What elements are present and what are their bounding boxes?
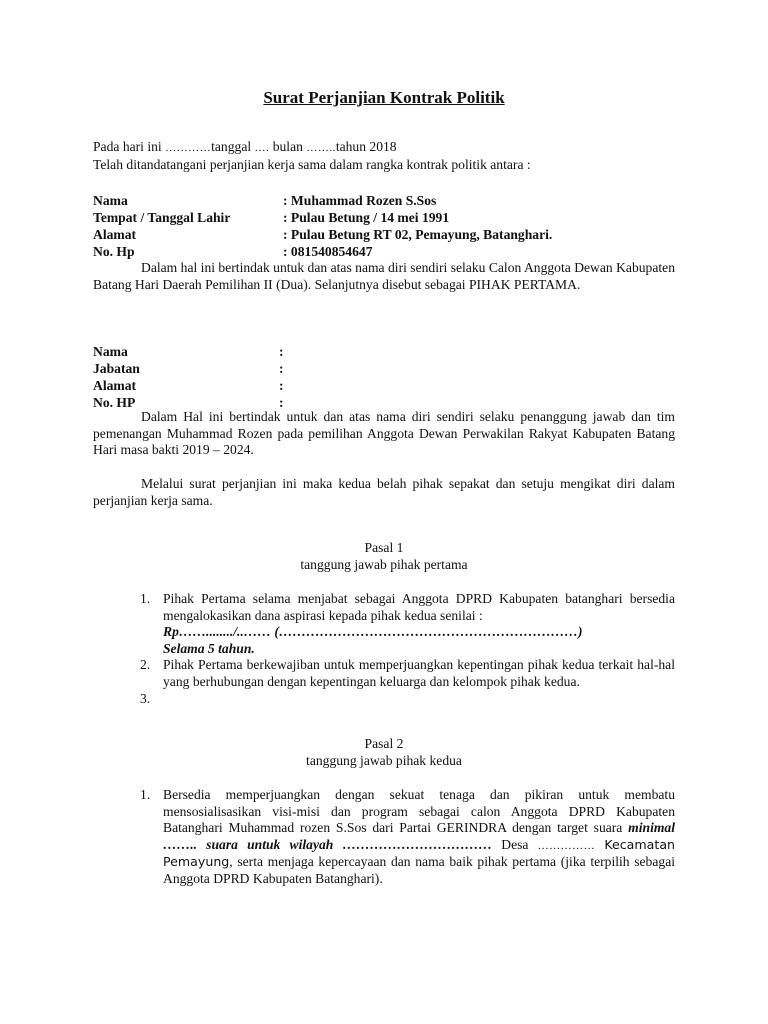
field-value: :	[279, 378, 284, 393]
intro-text-day: Pada hari ini	[93, 139, 162, 154]
party2-row-address	[93, 377, 675, 394]
field-label: Tempat / Tanggal Lahir	[93, 210, 231, 225]
month-blank: ……..	[306, 142, 336, 154]
field-label: Alamat	[93, 378, 137, 393]
pasal2-subheading: tanggung jawab pihak kedua	[306, 753, 462, 768]
date-blank: ….	[254, 142, 270, 154]
intro	[93, 139, 675, 173]
party1-row-phone	[93, 243, 675, 260]
duration-text: Selama 5 tahun.	[163, 640, 255, 656]
party1-row-name	[93, 192, 675, 209]
intro-line-2: Telah ditandatangani perjanjian kerja sama dalam rangka kontrak politik antara :	[93, 156, 531, 172]
pasal2-heading: Pasal 2	[364, 736, 404, 751]
list-item	[140, 591, 675, 657]
field-label: No. HP	[93, 395, 136, 410]
party2-fields	[93, 343, 675, 411]
field-value: :	[279, 344, 284, 359]
field-label: No. Hp	[93, 244, 135, 259]
field-value: :	[279, 361, 284, 376]
pasal1-subheading: tanggung jawab pihak pertama	[300, 557, 468, 572]
amount-blank: Rp……......../..…… (…………………………………………………………)	[163, 624, 583, 640]
agreement-paragraph: Melalui surat perjanjian ini maka kedua belah pihak sepakat dan setuju mengikat diri dalam perjanjian kerja sama.	[93, 476, 675, 508]
list-number: 1.	[140, 787, 151, 802]
list-number: 2.	[140, 657, 151, 673]
field-label: Nama	[93, 193, 128, 208]
party2-row-position	[93, 360, 675, 377]
field-label: Nama	[93, 344, 128, 359]
list-number: 1.	[140, 591, 151, 606]
intro-date-line	[93, 139, 675, 157]
list-item-text: Pihak Pertama berkewajiban untuk memperjuangkan kepentingan pihak kedua terkait hal-hal yang berhubungan dengan kepentingan keluarga dan kelompok pihak kedua.	[163, 657, 675, 689]
field-label: Alamat	[93, 227, 137, 242]
intro-text-month: bulan	[272, 139, 303, 154]
field-value: : Pulau Betung / 14 mei 1991	[283, 210, 450, 225]
target-blank: minimal …….. suara untuk wilayah ……………………………	[163, 820, 675, 852]
party1-statement: Dalam hal ini bertindak untuk dan atas nama diri sendiri selaku Calon Anggota Dewan Kabupaten Batang Hari Daerah Pemilihan II (Dua). Selanjutnya disebut sebagai PIHAK PERTAMA.	[93, 260, 675, 292]
list-item-text: Pihak Pertama selama menjabat sebagai Anggota DPRD Kabupaten batanghari bersedia mengalokasikan dana aspirasi kepada pihak kedua senilai :	[163, 591, 675, 623]
text-part: , serta menjaga kepercayaan dan nama baik pihak pertama (jika terpilih sebagai Anggota DPRD Kabupaten Batanghari).	[163, 854, 675, 886]
party1-fields	[93, 192, 675, 260]
pasal1-heading: Pasal 1	[364, 540, 404, 555]
field-label: Jabatan	[93, 361, 140, 376]
list-item-text	[163, 787, 675, 888]
party1-row-address	[93, 226, 675, 243]
party2-statement: Dalam Hal ini bertindak untuk dan atas nama diri sendiri selaku penanggung jawab dan tim pemenangan Muhammad Rozen pada pemilihan Anggota Dewan Perwakilan Rakyat Kabupaten Batang Hari masa bakti 2019 – 2024.	[93, 409, 675, 458]
list-item-text	[163, 691, 675, 708]
intro-text-date: tanggal	[211, 139, 252, 154]
document-title: Surat Perjanjian Kontrak Politik	[263, 88, 505, 107]
field-value: : 081540854647	[283, 244, 373, 259]
desa-label: Desa	[501, 836, 529, 852]
field-value: : Muhammad Rozen S.Sos	[283, 193, 437, 208]
list-item	[140, 657, 675, 690]
intro-text-year: tahun 2018	[335, 139, 397, 154]
pasal2-list	[140, 787, 675, 888]
desa-blank: ……………	[537, 839, 596, 852]
list-number: 3.	[140, 690, 151, 706]
party2-row-name	[93, 343, 675, 360]
field-value: : Pulau Betung RT 02, Pemayung, Batanghari.	[283, 227, 553, 242]
pasal1-list	[140, 591, 675, 707]
day-blank: …………	[165, 142, 212, 154]
party1-row-birth	[93, 209, 675, 226]
kecamatan-text: Kecamatan Pemayung	[163, 836, 676, 870]
field-value: :	[279, 395, 284, 410]
text-part: Bersedia memperjuangkan dengan sekuat tenaga dan pikiran untuk membatu mensosialisasikan visi-misi dan program sebagai calon Anggota DPRD Kabupaten Batanghari Muhammad rozen S.Sos dari Partai GERINDRA dengan target suara	[163, 787, 675, 836]
list-item	[140, 691, 675, 708]
list-item	[140, 787, 675, 888]
